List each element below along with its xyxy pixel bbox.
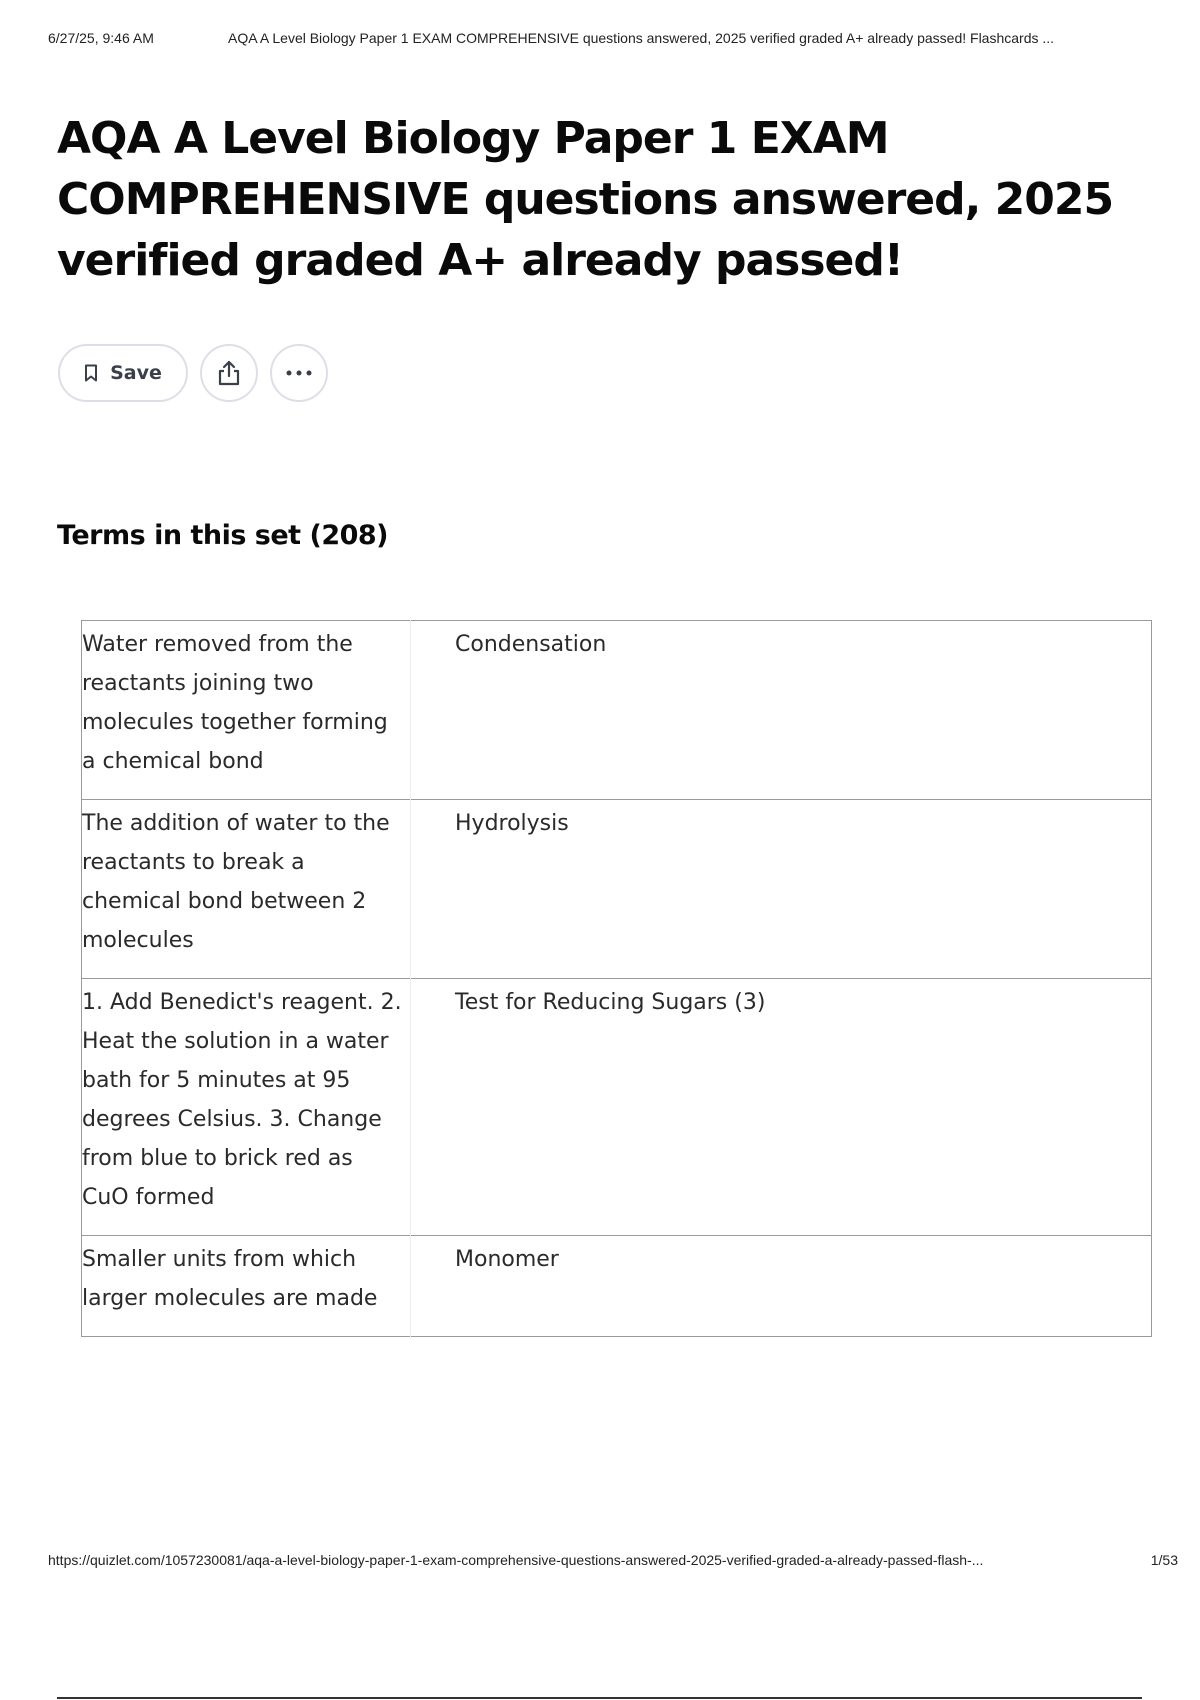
table-row	[82, 621, 1152, 800]
table-row	[82, 979, 1152, 1236]
term-cell: Water removed from the reactants joining two molecules together forming a chemical bond	[82, 621, 411, 800]
share-icon	[216, 359, 242, 387]
print-url: https://quizlet.com/1057230081/aqa-a-level-biology-paper-1-exam-comprehensive-questions-answered-2025-verified-graded-a-already-passed-flash-...	[48, 1552, 984, 1568]
definition-cell: Condensation	[455, 632, 607, 657]
terms-table	[81, 620, 1152, 1337]
print-doc-title: AQA A Level Biology Paper 1 EXAM COMPREHENSIVE questions answered, 2025 verified graded A+ already passed! Flashcards ...	[228, 30, 1055, 46]
page-title: AQA A Level Biology Paper 1 EXAM COMPREHENSIVE questions answered, 2025 verified graded A+ already passed!	[57, 113, 1114, 286]
terms-heading: Terms in this set (208)	[57, 520, 389, 551]
definition-cell: Monomer	[455, 1247, 559, 1272]
term-cell: The addition of water to the reactants to break a chemical bond between 2 molecules	[82, 800, 411, 979]
more-options-button[interactable]	[270, 344, 328, 402]
table-row	[82, 800, 1152, 979]
print-datetime: 6/27/25, 9:46 AM	[48, 30, 154, 46]
print-footer	[48, 1552, 1188, 1568]
term-cell: 1. Add Benedict's reagent. 2. Heat the solution in a water bath for 5 minutes at 95 degrees Celsius. 3. Change from blue to brick red as CuO formed	[82, 979, 411, 1236]
more-icon	[285, 369, 313, 377]
save-label: Save	[110, 362, 162, 384]
action-bar	[58, 344, 328, 404]
page-number: 1/53	[1150, 1552, 1178, 1568]
save-button[interactable]	[58, 344, 188, 402]
table-row	[82, 1236, 1152, 1337]
term-cell: Smaller units from which larger molecules are made	[82, 1236, 411, 1337]
bookmark-icon	[84, 364, 98, 382]
definition-cell: Hydrolysis	[455, 811, 569, 836]
definition-cell: Test for Reducing Sugars (3)	[455, 990, 766, 1015]
divider	[57, 1697, 1142, 1699]
share-button[interactable]	[200, 344, 258, 402]
print-header	[48, 30, 1188, 46]
